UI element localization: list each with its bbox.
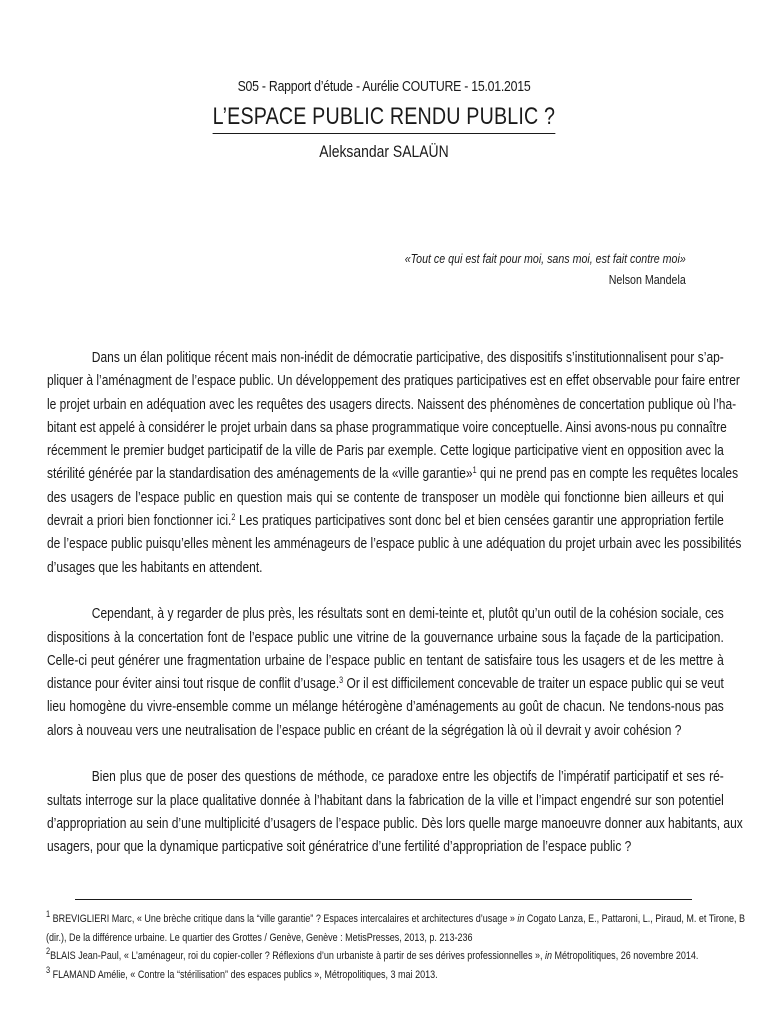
paragraph-line: dispositions à la concertation font de l’espace public une vitrine de la gouvernance urbaine sous la façade de la participation.	[47, 628, 724, 646]
paragraph-line: pliquer à l’aménagment de l’espace public. Un développement des pratiques participatives est en effet observable pour faire entrer	[47, 372, 740, 390]
paragraph-line: le projet urbain en adéquation avec les requêtes des usagers directs. Naissent des phénomènes de concertation publique où l’ha-	[47, 395, 737, 413]
footnote-ref: 3	[339, 675, 344, 686]
epigraph	[405, 248, 686, 290]
footnote-ref: 1	[472, 465, 477, 476]
document-header	[0, 78, 768, 162]
paragraph-line: d’appropriation au sein d’une multiplicité d’usagers de l’espace public. Dès lors quelle marge manoeuvre donner aux habitants, aux	[47, 814, 743, 832]
footnotes	[46, 909, 746, 984]
paragraph-line: sultats interroge sur la place qualitative donnée à l’habitant dans la fabrication de la ville et l’impact engendré sur son potentiel	[47, 791, 724, 809]
paragraph-line: alors à nouveau vers une neutralisation de l’espace public en créant de la ségrégation là où il devrait y avoir cohésion ?	[47, 721, 682, 739]
paragraph-line: d’usages que les habitants en attendent.	[47, 558, 263, 576]
paragraph-line: distance pour éviter ainsi tout risque de conflit d’usage.$^3$ Or il est difficilement concevable de traiter un espace public qui se veut	[47, 675, 724, 693]
report-meta-line: S05 - Rapport d’étude - Aurélie COUTURE - 15.01.2015	[237, 78, 531, 95]
paragraph-line: stérilité générée par la standardisation des aménagements de la «ville garantie»$^1$ qui ne prend pas en compte les requêtes locales	[47, 465, 739, 483]
paragraph-line: récemment le premier budget participatif de la ville de Paris par exemple. Cette logique participative vient en opposition avec la	[47, 442, 724, 460]
body-text	[47, 346, 743, 859]
footnote: $^1$ BREVIGLIERI Marc, « Une brèche critique dans la “ville garantie” ? Espaces intercalaires et architectures d’usage » in Cogato Lanza, E., Pattaroni, L., Piraud, M. et Tirone, B	[46, 909, 746, 925]
document-title: L’ESPACE PUBLIC RENDU PUBLIC ?	[213, 103, 556, 134]
footnote-continuation: (dir.), De la différence urbaine. Le quartier des Grottes / Genève, Genève : MetisPresses, 2013, p. 213-236	[46, 931, 473, 944]
paragraph-line: de l’espace public puisqu’elles mènent les amménageurs de l’espace public à une adéquation du projet urbain avec les possibilités	[47, 535, 742, 553]
paragraph-line: Cependant, à y regarder de plus près, les résultats sont en demi-teinte et, plutôt qu’un outil de la cohésion sociale, ces	[91, 605, 724, 623]
paragraph-line: Dans un élan politique récent mais non-inédit de démocratie participative, des dispositifs s’institutionnalisent pour s’ap-	[91, 349, 724, 366]
paragraph-line: des usagers de l’espace public en question mais qui se contente de transposer un modèle qui fonctionne bien ailleurs et qui	[47, 488, 724, 506]
author-name: Aleksandar SALAÜN	[319, 142, 449, 161]
paragraph-line: usagers, pour que la dynamique particpative soit génératrice d’une fertilité d’appropriation de l’espace public ?	[47, 838, 632, 856]
paragraph-line: Celle-ci peut générer une fragmentation urbaine de l’espace public en tentant de satisfaire tous les usagers et de les mettre à	[47, 651, 724, 669]
epigraph-quote: «Tout ce qui est fait pour moi, sans moi, est fait contre moi»	[404, 251, 686, 266]
footnote-ref: 2	[231, 512, 236, 523]
epigraph-attribution: Nelson Mandela	[608, 272, 686, 287]
paragraph-line: lieu homogène du vivre-ensemble comme un mélange hétérogène d’aménagements au goût de chacun. Ne tendons-nous pas	[47, 698, 724, 716]
paragraph-line: bitant est appelé à considérer le projet urbain dans sa phase programmatique voire conceptuelle. Ainsi avons-nous pu connaître	[47, 418, 727, 436]
footnote: $^3$ FLAMAND Amélie, « Contre la “stérilisation” des espaces publics », Métropolitiques, 3 mai 2013.	[46, 964, 438, 981]
paragraph-line: devrait a priori bien fonctionner ici.$^2$ Les pratiques participatives sont donc bel et bien censées garantir une appropriation fertile	[47, 512, 724, 530]
paragraph-line: Bien plus que de poser des questions de méthode, ce paradoxe entre les objectifs de l’impératif participatif et ses ré-	[91, 768, 724, 786]
footnote-divider	[75, 899, 692, 900]
footnote: $^2$BLAIS Jean-Paul, « L’aménageur, roi du copier-coller ? Réflexions d’un urbaniste à partir de ses dérives professionnelles », in Métropolitiques, 26 novembre 2014.	[46, 946, 699, 962]
